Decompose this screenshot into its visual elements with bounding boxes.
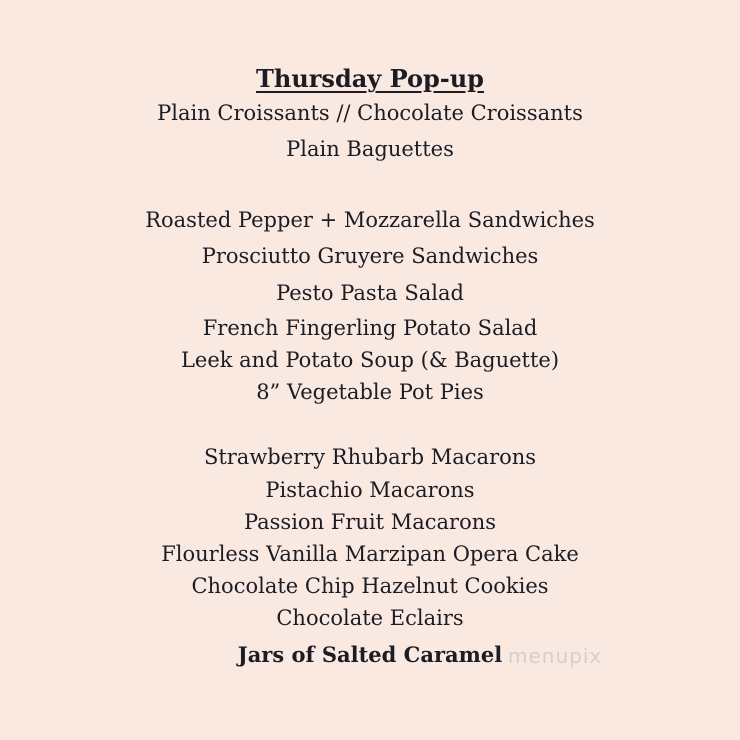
menu-item: Plain Baguettes (286, 137, 454, 161)
menu-item: Pistachio Macarons (265, 478, 475, 502)
watermark-logo: menupix (508, 644, 603, 668)
menu-item: Pesto Pasta Salad (276, 281, 464, 305)
menu-item: Flourless Vanilla Marzipan Opera Cake (161, 542, 579, 566)
menu-item: Chocolate Eclairs (276, 606, 464, 630)
menu-item: French Fingerling Potato Salad (202, 316, 538, 340)
menu-title: Thursday Pop-up (256, 64, 484, 93)
menu-item: Chocolate Chip Hazelnut Cookies (191, 574, 549, 598)
menu-item: Leek and Potato Soup (& Baguette) (180, 348, 560, 372)
menu-item: Roasted Pepper + Mozzarella Sandwiches (145, 208, 595, 232)
menu-item: Strawberry Rhubarb Macarons (203, 445, 537, 469)
menu-item: 8” Vegetable Pot Pies (256, 380, 484, 404)
menu-item: Plain Croissants // Chocolate Croissants (157, 101, 583, 125)
menu-item: Prosciutto Gruyere Sandwiches (201, 244, 539, 268)
menu-item: Passion Fruit Macarons (243, 510, 497, 534)
menu-item: Jars of Salted Caramel (237, 642, 503, 667)
